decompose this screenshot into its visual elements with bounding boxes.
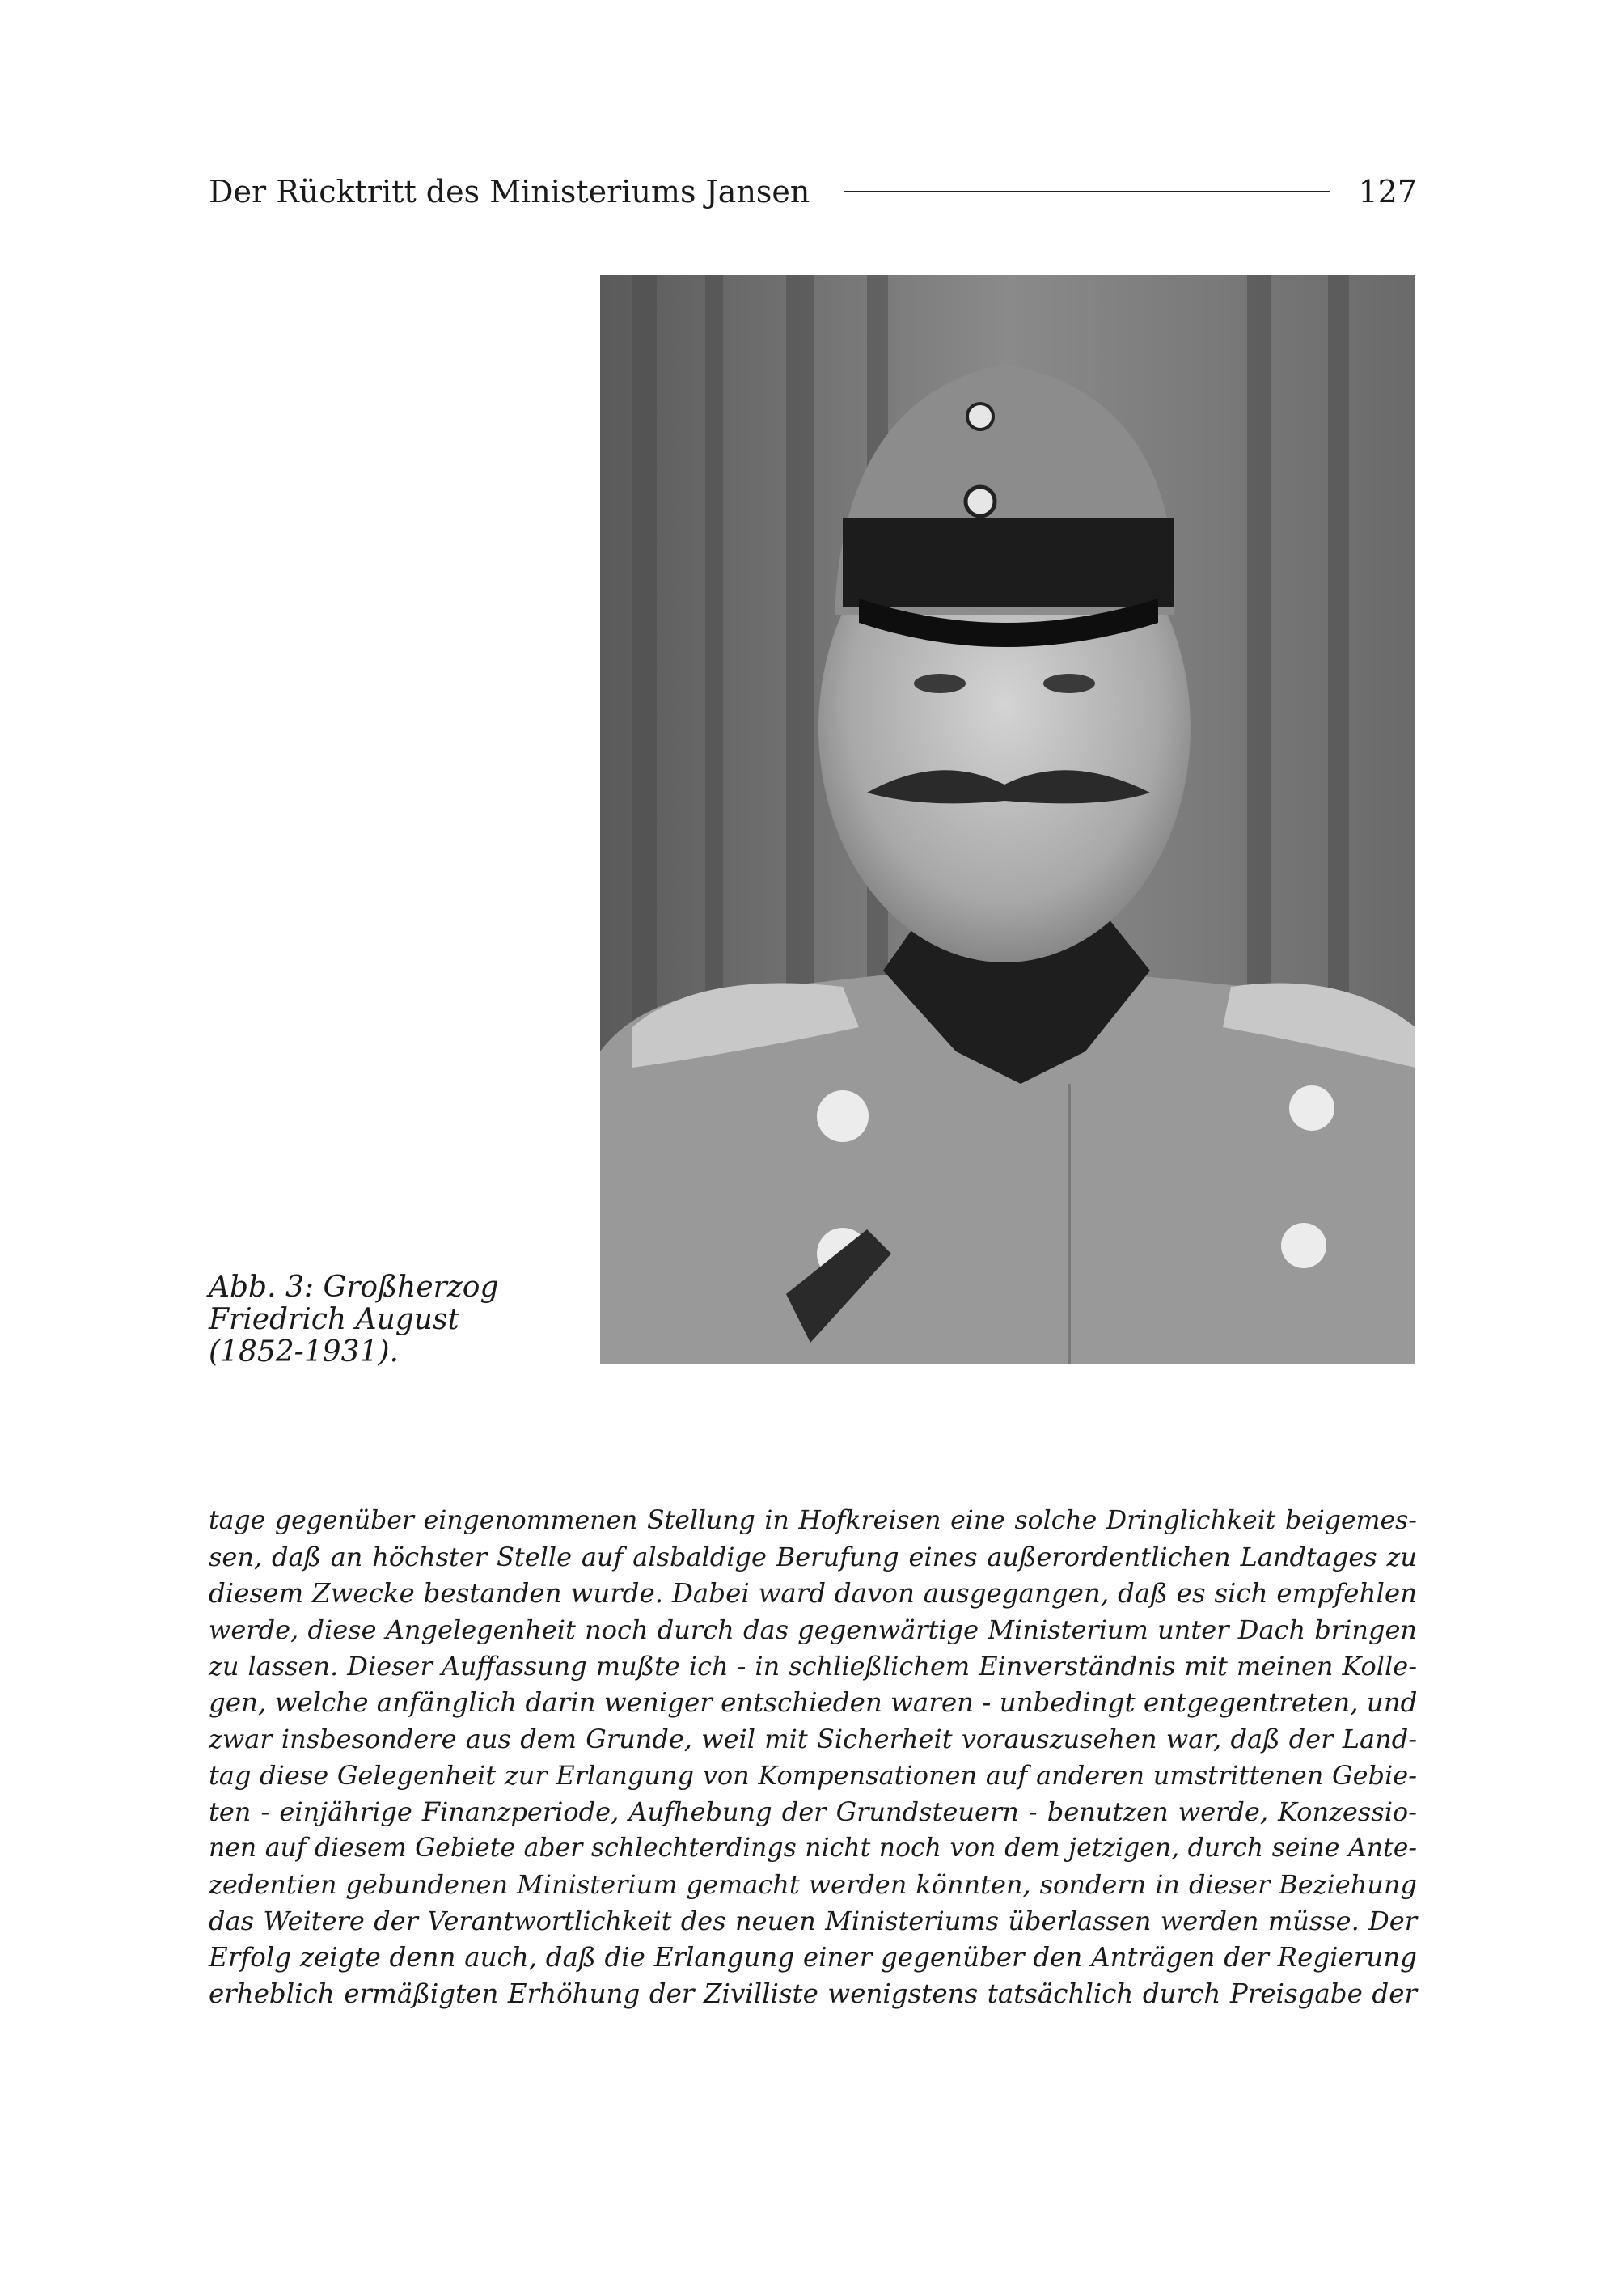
running-head [209, 171, 1417, 212]
portrait-photo [600, 275, 1415, 1364]
text-line: tage gegenüber eingenommenen Stellung in Hofkreisen eine solche Dringlichkeit beigemes- [209, 1506, 1417, 1535]
caption-line: (1852-1931). [209, 1335, 399, 1369]
text-line: werde, diese Angelegenheit noch durch das gegenwärtige Ministerium unter Dach bringen [209, 1614, 1417, 1645]
text-line: tag diese Gelegenheit zur Erlangung von Kompensationen auf anderen umstrittenen Gebie- [209, 1760, 1417, 1791]
text-line: ten - einjährige Finanzperiode, Aufhebung der Grundsteuern - benutzen werde, Konzessio- [209, 1796, 1417, 1827]
text-line: Erfolg zeigte denn auch, daß die Erlangung einer gegenüber den Anträgen der Regierung [209, 1942, 1417, 1973]
text-line: erheblich ermäßigten Erhöhung der Zivilliste wenigstens tatsächlich durch Preisgabe der [209, 1978, 1417, 2009]
text-line: gen, welche anfänglich darin weniger entschieden waren - unbedingt entgegentreten, und [209, 1687, 1418, 1718]
body-paragraph [209, 1503, 1417, 2012]
text-line: nen auf diesem Gebiete aber schlechterdings nicht noch von dem jetzigen, durch seine Ante- [209, 1834, 1417, 1863]
running-title: Der Rücktritt des Ministeriums Jansen [209, 174, 810, 209]
header-rule [844, 191, 1330, 192]
text-line: zwar insbesondere aus dem Grunde, weil mit Sicherheit vorauszusehen war, daß der Land- [209, 1724, 1417, 1754]
text-line: diesem Zwecke bestanden wurde. Dabei ward davon ausgegangen, daß es sich empfehlen [209, 1578, 1417, 1609]
caption-line: Friedrich August [209, 1303, 459, 1336]
text-line: zedentien gebundenen Ministerium gemacht werden könnten, sondern in dieser Beziehung [209, 1869, 1417, 1900]
text-line: sen, daß an höchster Stelle auf alsbaldige Berufung eines außerordentlichen Landtages zu [209, 1542, 1417, 1572]
caption-line: Abb. 3: Großherzog [209, 1271, 499, 1304]
figure-caption [209, 1271, 581, 1369]
text-line: das Weitere der Verantwortlichkeit des neuen Ministeriums überlassen werden müsse. Der [209, 1906, 1417, 1936]
portrait-illustration [600, 275, 1415, 1364]
page-number: 127 [1358, 174, 1417, 209]
text-line: zu lassen. Dieser Auffassung mußte ich - in schließlichem Einverständnis mit meinen Kolle- [209, 1651, 1417, 1682]
